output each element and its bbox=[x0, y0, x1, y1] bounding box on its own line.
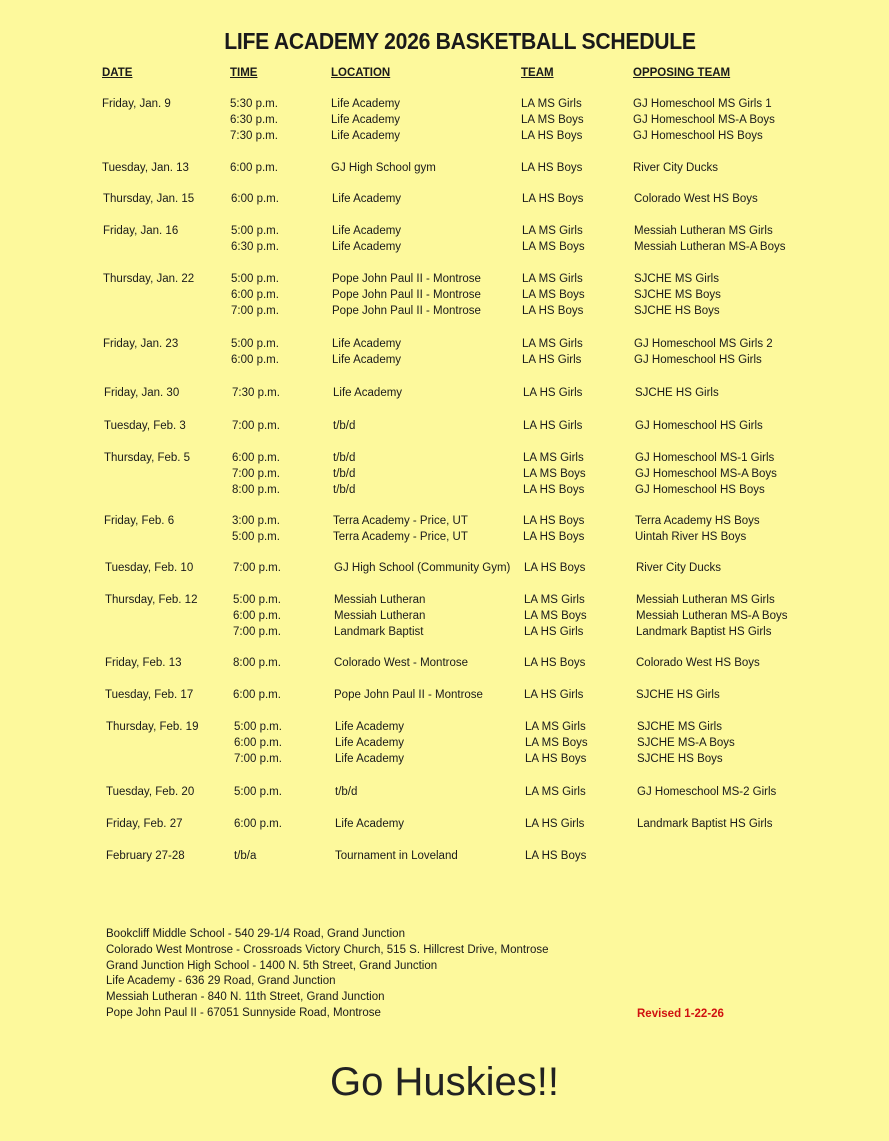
game-opponent: GJ Homeschool HS Girls bbox=[635, 420, 763, 432]
game-date: Thursday, Feb. 5 bbox=[104, 452, 191, 464]
game-time: t/b/a bbox=[234, 850, 257, 862]
game-date: February 27-28 bbox=[106, 850, 185, 862]
game-team: LA MS Boys bbox=[522, 289, 585, 301]
game-time: 5:00 p.m. bbox=[234, 721, 282, 733]
game-location: Landmark Baptist bbox=[334, 626, 424, 638]
game-time: 7:00 p.m. bbox=[233, 626, 281, 638]
game-date: Friday, Feb. 6 bbox=[104, 515, 175, 527]
game-time: 6:00 p.m. bbox=[231, 354, 279, 366]
game-time: 5:00 p.m. bbox=[231, 338, 279, 350]
game-location: Pope John Paul II - Montrose bbox=[332, 305, 481, 317]
revised-date: Revised 1-22-26 bbox=[637, 1008, 724, 1020]
game-team: LA MS Girls bbox=[525, 786, 586, 798]
game-time: 7:00 p.m. bbox=[232, 420, 280, 432]
game-time: 5:00 p.m. bbox=[234, 786, 282, 798]
game-opponent: SJCHE HS Girls bbox=[636, 689, 720, 701]
game-location: Life Academy bbox=[335, 737, 405, 749]
game-time: 6:00 p.m. bbox=[231, 289, 279, 301]
game-time: 5:00 p.m. bbox=[232, 531, 280, 543]
game-location: Messiah Lutheran bbox=[334, 594, 426, 606]
game-opponent: GJ Homeschool MS-1 Girls bbox=[635, 452, 775, 464]
game-location: Tournament in Loveland bbox=[335, 850, 458, 862]
game-time: 6:00 p.m. bbox=[234, 737, 282, 749]
slogan: Go Huskies!! bbox=[330, 1060, 559, 1104]
game-team: LA HS Girls bbox=[523, 387, 583, 399]
game-time: 5:00 p.m. bbox=[233, 594, 281, 606]
game-location: Life Academy bbox=[335, 753, 405, 765]
game-date: Tuesday, Jan. 13 bbox=[102, 162, 189, 174]
game-time: 6:00 p.m. bbox=[231, 193, 279, 205]
game-opponent: SJCHE HS Boys bbox=[637, 753, 723, 765]
address-line: Messiah Lutheran - 840 N. 11th Street, Grand Junction bbox=[106, 991, 385, 1004]
game-time: 6:30 p.m. bbox=[231, 241, 279, 253]
game-location: Life Academy bbox=[333, 387, 403, 399]
header-date: DATE bbox=[102, 67, 133, 79]
header-opposing-team: OPPOSING TEAM bbox=[633, 67, 731, 79]
game-location: Life Academy bbox=[331, 114, 401, 126]
game-location: t/b/d bbox=[335, 786, 358, 798]
game-team: LA HS Boys bbox=[522, 193, 584, 205]
game-date: Tuesday, Feb. 20 bbox=[106, 786, 195, 798]
game-date: Tuesday, Feb. 3 bbox=[104, 420, 186, 432]
game-location: Life Academy bbox=[335, 818, 405, 830]
game-opponent: Messiah Lutheran MS-A Boys bbox=[634, 241, 786, 253]
address-line: Grand Junction High School - 1400 N. 5th Street, Grand Junction bbox=[106, 959, 438, 972]
game-time: 8:00 p.m. bbox=[233, 657, 281, 669]
game-opponent: Messiah Lutheran MS Girls bbox=[636, 594, 775, 606]
game-location: Life Academy bbox=[332, 338, 402, 350]
game-time: 7:30 p.m. bbox=[230, 130, 278, 142]
game-opponent: Uintah River HS Boys bbox=[635, 531, 747, 543]
game-location: GJ High School gym bbox=[331, 162, 436, 174]
game-team: LA HS Boys bbox=[521, 130, 583, 142]
game-team: LA HS Boys bbox=[522, 305, 584, 317]
game-opponent: River City Ducks bbox=[633, 162, 718, 174]
address-line: Bookcliff Middle School - 540 29-1/4 Road, Grand Junction bbox=[106, 928, 405, 940]
game-location: t/b/d bbox=[333, 420, 356, 432]
game-opponent: SJCHE MS Boys bbox=[634, 289, 721, 301]
game-team: LA MS Boys bbox=[523, 468, 586, 480]
game-team: LA MS Boys bbox=[522, 241, 585, 253]
game-date: Friday, Feb. 27 bbox=[106, 818, 183, 830]
game-opponent: GJ Homeschool MS-A Boys bbox=[635, 468, 777, 480]
game-opponent: GJ Homeschool MS-2 Girls bbox=[637, 786, 777, 798]
address-line: Life Academy - 636 29 Road, Grand Junction bbox=[106, 975, 336, 988]
header-time: TIME bbox=[230, 67, 258, 79]
game-team: LA HS Girls bbox=[523, 420, 583, 432]
game-opponent: GJ Homeschool HS Girls bbox=[634, 354, 762, 366]
game-team: LA HS Boys bbox=[523, 484, 585, 496]
game-date: Thursday, Jan. 15 bbox=[103, 193, 195, 205]
game-location: Life Academy bbox=[332, 193, 402, 205]
game-team: LA MS Girls bbox=[522, 273, 583, 285]
game-location: Pope John Paul II - Montrose bbox=[334, 689, 483, 701]
game-opponent: SJCHE MS Girls bbox=[634, 273, 719, 285]
header-team: TEAM bbox=[521, 67, 554, 79]
game-time: 7:00 p.m. bbox=[234, 753, 282, 765]
game-date: Friday, Jan. 9 bbox=[102, 98, 171, 110]
game-opponent: Messiah Lutheran MS-A Boys bbox=[636, 610, 788, 622]
game-team: LA MS Girls bbox=[523, 452, 584, 464]
game-team: LA MS Boys bbox=[525, 737, 588, 749]
game-date: Friday, Jan. 23 bbox=[103, 338, 179, 350]
game-team: LA MS Girls bbox=[521, 98, 582, 110]
game-date: Tuesday, Feb. 17 bbox=[105, 689, 194, 701]
address-line: Pope John Paul II - 67051 Sunnyside Road, Montrose bbox=[106, 1007, 381, 1019]
game-location: Life Academy bbox=[331, 130, 401, 142]
game-team: LA HS Boys bbox=[521, 162, 583, 174]
game-location: Life Academy bbox=[331, 98, 401, 110]
game-date: Friday, Jan. 16 bbox=[103, 225, 179, 237]
game-team: LA MS Girls bbox=[524, 594, 585, 606]
game-team: LA HS Girls bbox=[524, 689, 584, 701]
game-opponent: SJCHE MS Girls bbox=[637, 721, 722, 733]
game-time: 6:30 p.m. bbox=[230, 114, 278, 126]
game-opponent: Landmark Baptist HS Girls bbox=[636, 626, 772, 638]
game-opponent: Landmark Baptist HS Girls bbox=[637, 818, 773, 830]
game-time: 5:30 p.m. bbox=[230, 98, 278, 110]
game-date: Friday, Jan. 30 bbox=[104, 387, 180, 399]
game-time: 3:00 p.m. bbox=[232, 515, 280, 527]
address-line: Colorado West Montrose - Crossroads Victory Church, 515 S. Hillcrest Drive, Montrose bbox=[106, 943, 549, 956]
game-location: Life Academy bbox=[332, 241, 402, 253]
game-opponent: GJ Homeschool HS Boys bbox=[633, 130, 763, 142]
header-location: LOCATION bbox=[331, 67, 391, 79]
game-opponent: GJ Homeschool MS Girls 2 bbox=[634, 338, 773, 350]
game-location: Pope John Paul II - Montrose bbox=[332, 289, 481, 301]
game-location: Terra Academy - Price, UT bbox=[333, 515, 468, 527]
game-location: Life Academy bbox=[335, 721, 405, 733]
game-time: 6:00 p.m. bbox=[230, 162, 278, 174]
game-time: 7:00 p.m. bbox=[232, 468, 280, 480]
game-team: LA HS Boys bbox=[523, 531, 585, 543]
game-location: Life Academy bbox=[332, 225, 402, 237]
game-opponent: River City Ducks bbox=[636, 562, 721, 574]
game-time: 8:00 p.m. bbox=[232, 484, 280, 496]
game-team: LA HS Boys bbox=[524, 657, 586, 669]
game-time: 6:00 p.m. bbox=[233, 689, 281, 701]
game-team: LA HS Boys bbox=[525, 850, 587, 862]
game-team: LA HS Girls bbox=[525, 818, 585, 830]
game-time: 7:30 p.m. bbox=[232, 387, 280, 399]
game-opponent: GJ Homeschool MS-A Boys bbox=[633, 114, 775, 126]
game-date: Thursday, Feb. 12 bbox=[105, 594, 198, 606]
game-date: Friday, Feb. 13 bbox=[105, 657, 182, 669]
game-time: 6:00 p.m. bbox=[232, 452, 280, 464]
game-team: LA MS Girls bbox=[525, 721, 586, 733]
game-location: Life Academy bbox=[332, 354, 402, 366]
game-opponent: Colorado West HS Boys bbox=[634, 193, 758, 205]
game-team: LA MS Girls bbox=[522, 338, 583, 350]
game-team: LA HS Boys bbox=[525, 753, 587, 765]
game-date: Thursday, Feb. 19 bbox=[106, 721, 199, 733]
game-team: LA HS Boys bbox=[523, 515, 585, 527]
game-team: LA MS Boys bbox=[521, 114, 584, 126]
game-location: t/b/d bbox=[333, 468, 356, 480]
game-location: Colorado West - Montrose bbox=[334, 657, 469, 669]
game-opponent: SJCHE HS Girls bbox=[635, 387, 719, 399]
game-location: Pope John Paul II - Montrose bbox=[332, 273, 481, 285]
game-location: Messiah Lutheran bbox=[334, 610, 426, 622]
game-opponent: Colorado West HS Boys bbox=[636, 657, 760, 669]
game-opponent: Messiah Lutheran MS Girls bbox=[634, 225, 773, 237]
game-location: GJ High School (Community Gym) bbox=[334, 562, 511, 574]
game-team: LA HS Boys bbox=[524, 562, 586, 574]
game-team: LA MS Girls bbox=[522, 225, 583, 237]
game-time: 6:00 p.m. bbox=[233, 610, 281, 622]
game-date: Thursday, Jan. 22 bbox=[103, 273, 195, 285]
game-time: 7:00 p.m. bbox=[231, 305, 279, 317]
game-location: t/b/d bbox=[333, 484, 356, 496]
game-team: LA HS Girls bbox=[524, 626, 584, 638]
game-opponent: GJ Homeschool HS Boys bbox=[635, 484, 765, 496]
game-opponent: Terra Academy HS Boys bbox=[635, 515, 760, 527]
game-time: 7:00 p.m. bbox=[233, 562, 281, 574]
game-time: 5:00 p.m. bbox=[231, 225, 279, 237]
game-time: 6:00 p.m. bbox=[234, 818, 282, 830]
game-opponent: GJ Homeschool MS Girls 1 bbox=[633, 98, 772, 110]
game-opponent: SJCHE MS-A Boys bbox=[637, 737, 735, 749]
game-location: t/b/d bbox=[333, 452, 356, 464]
game-opponent: SJCHE HS Boys bbox=[634, 305, 720, 317]
game-team: LA MS Boys bbox=[524, 610, 587, 622]
game-date: Tuesday, Feb. 10 bbox=[105, 562, 194, 574]
game-team: LA HS Girls bbox=[522, 354, 582, 366]
page-title: LIFE ACADEMY 2026 BASKETBALL SCHEDULE bbox=[224, 28, 696, 54]
game-location: Terra Academy - Price, UT bbox=[333, 531, 468, 543]
game-time: 5:00 p.m. bbox=[231, 273, 279, 285]
